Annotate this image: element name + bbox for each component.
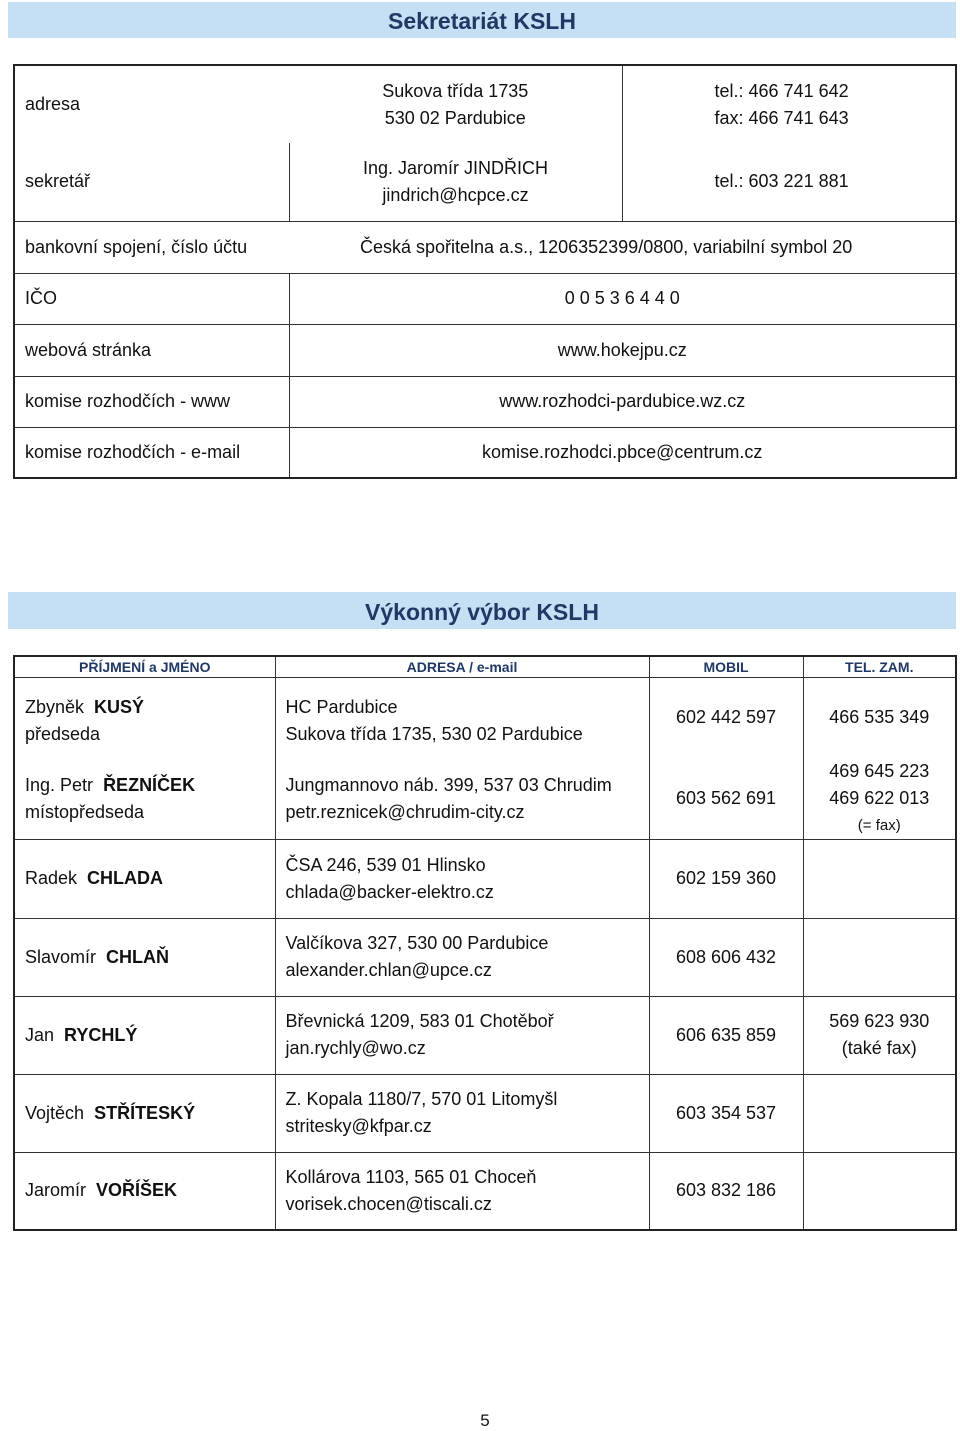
vybor-title: Výkonný výbor KSLH [8, 592, 956, 629]
member-tel-line1: 569 623 930 [829, 1011, 930, 1031]
member-row [14, 1152, 956, 1230]
vybor-header-row [14, 656, 956, 678]
member-address-line: Kollárova 1103, 565 01 Choceň [285, 1166, 537, 1187]
adresa-phones [622, 65, 956, 143]
member-row [14, 839, 956, 918]
member-mobile: 602 159 360 [649, 839, 803, 918]
member-email: Sukova třída 1735, 530 02 Pardubice [285, 723, 583, 744]
member-tel-line2: (také fax) [841, 1038, 917, 1058]
member-address [275, 1074, 649, 1152]
member-row [14, 918, 956, 996]
adresa-value [289, 65, 622, 143]
member-tel-zam [803, 678, 956, 758]
member-mobile: 602 442 597 [649, 678, 803, 758]
row-web [14, 324, 956, 376]
adresa-line1: Sukova třída 1735 [382, 80, 529, 101]
adresa-label: adresa [25, 94, 81, 114]
adresa-line2: 530 02 Pardubice [384, 107, 526, 128]
member-mobile: 608 606 432 [649, 918, 803, 996]
member-tel-zam [803, 839, 956, 918]
member-name [14, 1152, 275, 1230]
member-email[interactable]: petr.reznicek@chrudim-city.cz [285, 802, 525, 822]
bank-value: Česká spořitelna a.s., 1206352399/0800, variabilní symbol 20 [289, 221, 956, 273]
member-name [14, 1074, 275, 1152]
member-first-name: Slavomír [25, 946, 97, 967]
member-address-line: HC Pardubice [285, 696, 398, 717]
ico-label: IČO [14, 273, 289, 324]
sekretar-name: Ing. Jaromír JINDŘICH [362, 157, 549, 178]
sekretar-value [289, 143, 622, 221]
member-first-name: Ing. Petr [25, 775, 94, 795]
member-mobile: 603 562 691 [649, 758, 803, 840]
member-role: místopředseda [25, 802, 145, 822]
member-row [14, 758, 956, 840]
member-first-name: Jaromír [25, 1180, 87, 1201]
member-name [14, 918, 275, 996]
komise-email-value[interactable]: komise.rozhodci.pbce@centrum.cz [289, 427, 956, 478]
member-first-name: Zbyněk [25, 696, 85, 717]
member-address-line: Z. Kopala 1180/7, 570 01 Litomyšl [285, 1089, 558, 1109]
vybor-table [13, 655, 957, 1231]
sekretar-email[interactable]: jindrich@hcpce.cz [382, 184, 529, 205]
member-tel-line1: 469 645 223 [829, 760, 930, 781]
member-address [275, 758, 649, 840]
member-row [14, 996, 956, 1074]
row-komise-email [14, 427, 956, 478]
row-sekretar [14, 143, 956, 221]
member-name [14, 758, 275, 840]
member-mobile: 606 635 859 [649, 996, 803, 1074]
member-tel-zam [803, 996, 956, 1074]
header-tel-zam: TEL. ZAM. [803, 656, 956, 678]
member-address [275, 918, 649, 996]
member-address [275, 1152, 649, 1230]
member-first-name: Vojtěch [25, 1102, 85, 1123]
komise-email-label: komise rozhodčích - e-mail [14, 427, 289, 478]
member-address [275, 996, 649, 1074]
header-mobil: MOBIL [649, 656, 803, 678]
member-last-name: RYCHLÝ [64, 1024, 138, 1045]
member-mobile: 603 354 537 [649, 1074, 803, 1152]
member-tel-line2: 469 622 013 [829, 787, 930, 808]
member-role: předseda [25, 723, 101, 744]
member-address-line: Jungmannovo náb. 399, 537 03 Chrudim [285, 775, 612, 795]
member-email[interactable]: chlada@backer-elektro.cz [285, 881, 494, 902]
komise-www-label: komise rozhodčích - www [14, 376, 289, 427]
member-address [275, 678, 649, 758]
member-tel-zam [803, 1074, 956, 1152]
header-adresa: ADRESA / e-mail [275, 656, 649, 678]
adresa-fax: fax: 466 741 643 [714, 107, 849, 128]
member-name [14, 678, 275, 758]
member-address-line: Valčíkova 327, 530 00 Pardubice [285, 933, 549, 953]
web-value[interactable]: www.hokejpu.cz [289, 324, 956, 376]
member-last-name: STŘÍTESKÝ [94, 1102, 196, 1123]
member-first-name: Radek [25, 868, 78, 888]
web-label: webová stránka [14, 324, 289, 376]
row-ico [14, 273, 956, 324]
page-number: 5 [480, 1411, 490, 1430]
row-komise-www [14, 376, 956, 427]
member-mobile: 603 832 186 [649, 1152, 803, 1230]
member-last-name: CHLADA [87, 868, 164, 888]
member-last-name: CHLAŇ [106, 946, 170, 967]
ico-value: 0 0 5 3 6 4 4 0 [289, 273, 956, 324]
member-row [14, 678, 956, 758]
komise-www-value[interactable]: www.rozhodci-pardubice.wz.cz [289, 376, 956, 427]
member-last-name: ŘEZNÍČEK [103, 775, 196, 795]
member-address-line: ČSA 246, 539 01 Hlinsko [285, 854, 486, 875]
member-name [14, 839, 275, 918]
sekretariat-title: Sekretariát KSLH [8, 2, 956, 38]
member-email[interactable]: stritesky@kfpar.cz [285, 1116, 432, 1136]
member-first-name: Jan [25, 1024, 55, 1045]
member-tel-zam [803, 758, 956, 840]
sekretar-tel: tel.: 603 221 881 [622, 143, 956, 221]
member-tel-zam [803, 1152, 956, 1230]
row-adresa [14, 65, 956, 143]
adresa-tel: tel.: 466 741 642 [714, 80, 849, 101]
member-name [14, 996, 275, 1074]
member-email[interactable]: alexander.chlan@upce.cz [285, 960, 492, 980]
member-email[interactable]: jan.rychly@wo.cz [285, 1038, 426, 1058]
member-last-name: VOŘÍŠEK [96, 1180, 178, 1201]
bank-label: bankovní spojení, číslo účtu [14, 221, 289, 273]
member-email[interactable]: vorisek.chocen@tiscali.cz [285, 1193, 492, 1214]
member-row [14, 1074, 956, 1152]
member-address-line: Břevnická 1209, 583 01 Chotěboř [285, 1011, 554, 1031]
row-bank [14, 221, 956, 273]
header-jmeno: PŘÍJMENÍ a JMÉNO [14, 656, 275, 678]
sekretariat-table [13, 64, 957, 479]
member-tel-note: (= fax) [857, 816, 901, 834]
member-address [275, 839, 649, 918]
member-tel-line1: 466 535 349 [829, 707, 930, 728]
member-tel-zam [803, 918, 956, 996]
member-last-name: KUSÝ [94, 696, 145, 717]
sekretar-label: sekretář [25, 171, 91, 192]
